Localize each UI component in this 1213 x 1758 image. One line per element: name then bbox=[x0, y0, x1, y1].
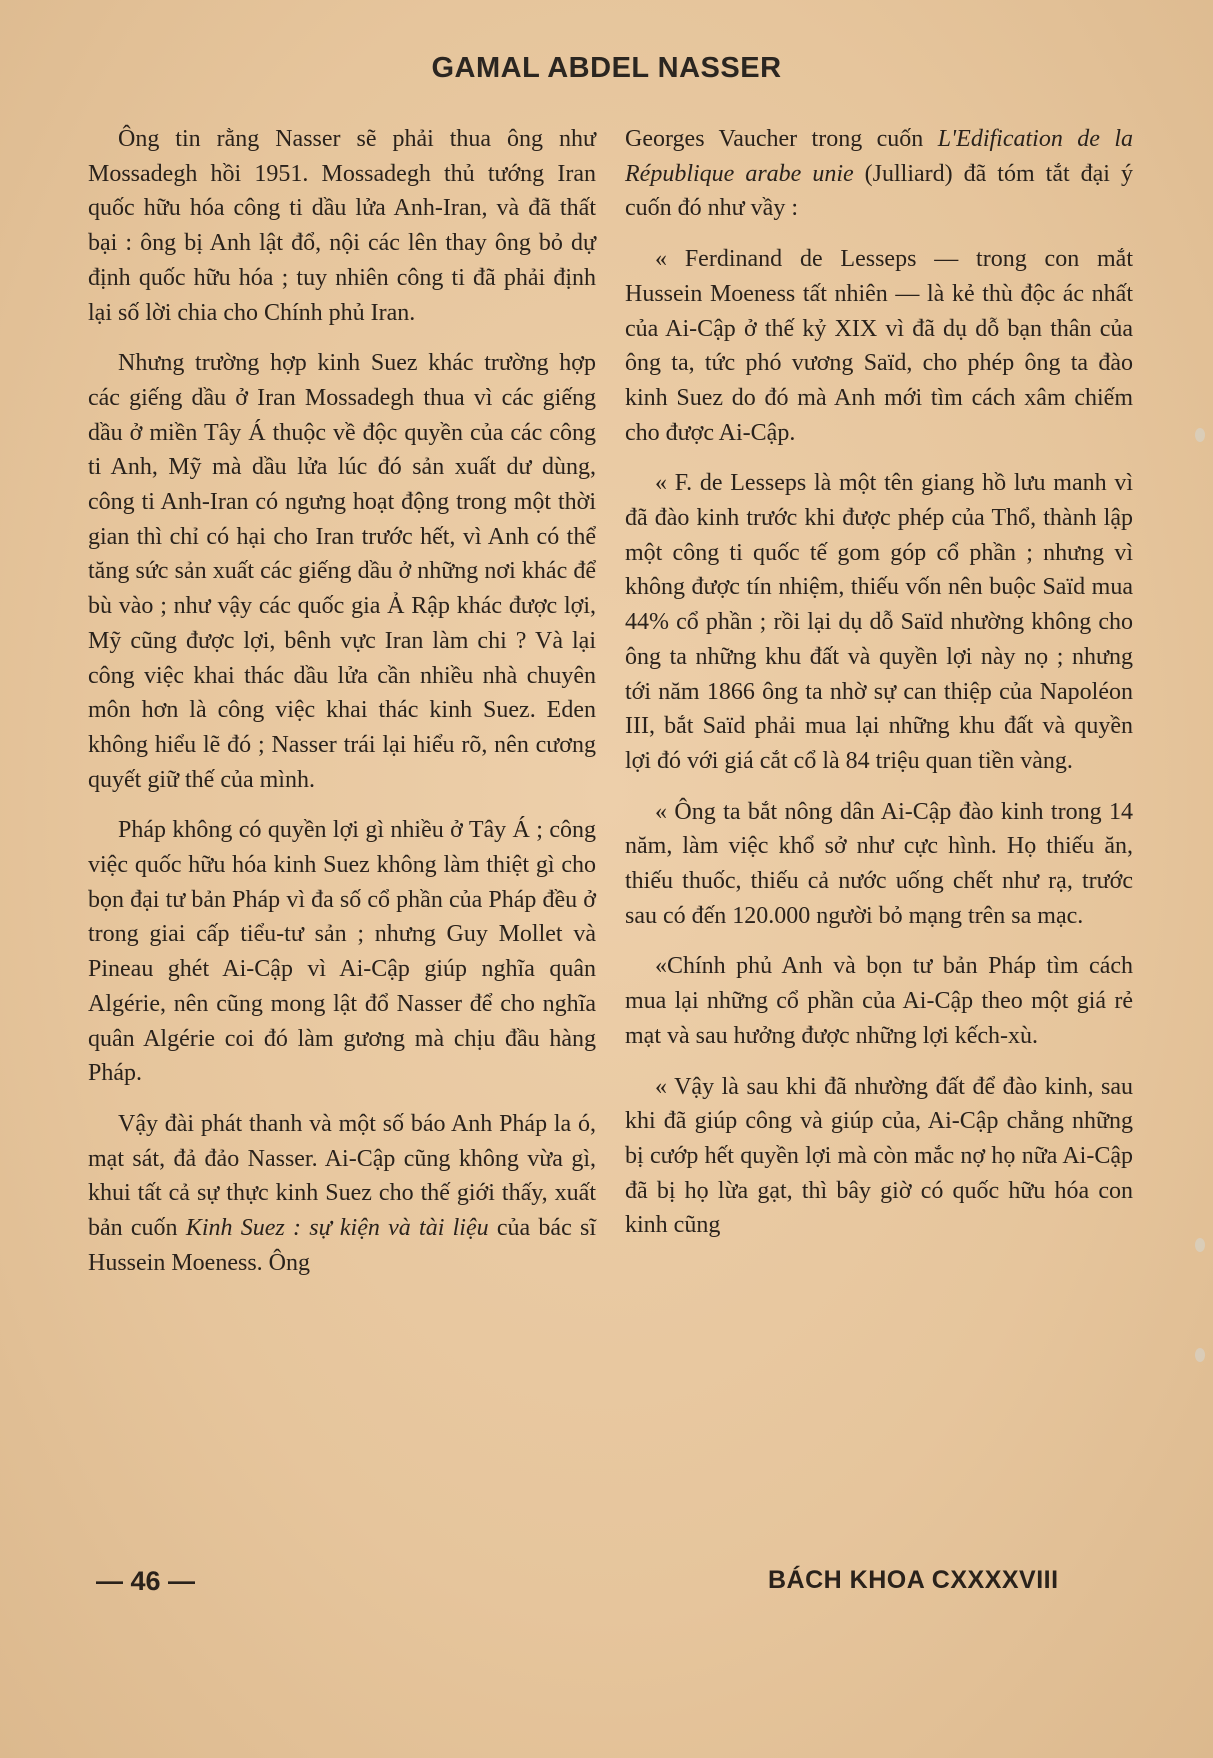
book-title: Kinh Suez : sự kiện và tài liệu bbox=[185, 1215, 489, 1242]
paragraph-text: Georges Vaucher trong cuốn bbox=[625, 126, 938, 152]
paragraph: Nhưng trường hợp kinh Suez khác trường hợp các giếng dầu ở Iran Mossadegh thua vì các giếng dầu ở miền Tây Á thuộc về độc quyền của các công ti Anh, Mỹ mà dầu lửa lúc đó sản xuất dư dùng, công ti Anh-Iran có ngưng hoạt động trong một thời gian thì chỉ có hại cho Iran trước hết, vì Anh có thể tăng sức sản xuất các giếng dầu ở những nơi khác để bù vào ; như vậy các quốc gia Ả Rập khác được lợi, Mỹ cũng được lợi, bênh vực Iran làm chi ? Và lại công việc khai thác dầu lửa cần nhiều nhà chuyên môn hơn là công việc khai thác kinh Suez. Eden không hiểu lẽ đó ; Nasser trái lại hiểu rõ, nên cương quyết giữ thế của mình. bbox=[88, 350, 596, 793]
running-header: GAMAL ABDEL NASSER bbox=[431, 52, 782, 84]
paragraph: Pháp không có quyền lợi gì nhiều ở Tây Á ; công việc quốc hữu hóa kinh Suez không làm thiệt gì cho bọn đại tư bản Pháp vì đa số cổ phần của Pháp đều ở trong giai cấp tiểu-tư sản ; nhưng Guy Mollet và Pineau ghét Ai-Cập vì Ai-Cập giúp nghĩa quân Algérie, nên cũng mong lật đổ Nasser để cho nghĩa quân Algérie coi đó làm gương mà chịu đầu hàng Pháp. bbox=[88, 817, 596, 1087]
right-column bbox=[625, 122, 1133, 1259]
quote-paragraph: « Ferdinand de Lesseps — trong con mắt Hussein Moeness tất nhiên — là kẻ thù độc ác nhất của Ai-Cập ở thế kỷ XIX vì đã dụ dỗ bạn thân của ông ta, tức phó vương Saïd, cho phép ông ta đào kinh Suez do đó mà Anh mới tìm cách xâm chiếm cho được Ai-Cập. bbox=[625, 246, 1133, 446]
paragraph-text: Vậy đài phát thanh và một số báo Anh Pháp la ó, mạt sát, đả đảo Nasser. Ai-Cập cũng không vừa gì, khui tất cả sự thực kinh Suez cho thế giới thấy, xuất bản cuốn bbox=[88, 1110, 596, 1242]
paper-stain bbox=[1195, 1238, 1205, 1252]
paragraph-text: của bác sĩ Hussein Moeness. Ông bbox=[88, 1215, 596, 1276]
book-title: L'Edification de la République arabe unie bbox=[625, 126, 1133, 187]
magazine-issue: BÁCH KHOA CXXXXVIII bbox=[768, 1566, 1059, 1594]
paragraph bbox=[625, 122, 1133, 226]
quote-paragraph: « Vậy là sau khi đã nhường đất để đào kinh, sau khi đã giúp công và giúp của, Ai-Cập chẳng những bị cướp hết quyền lợi mà còn mắc nợ họ nữa Ai-Cập đã bị họ lừa gạt, thì bây giờ có quốc hữu hóa con kinh cũng bbox=[625, 1073, 1133, 1239]
quote-paragraph: «Chính phủ Anh và bọn tư bản Pháp tìm cách mua lại những cổ phần của Ai-Cập theo một giá rẻ mạt và sau hưởng được những lợi kếch-xù. bbox=[625, 953, 1133, 1049]
paragraph bbox=[88, 1107, 596, 1281]
left-column bbox=[88, 122, 596, 1297]
page-number: — 46 — bbox=[96, 1566, 196, 1596]
quote-paragraph: « F. de Lesseps là một tên giang hồ lưu manh vì đã đào kinh trước khi được phép của Thổ, thành lập một công ti quốc tế gom góp cổ phần ; nhưng vì không được tín nhiệm, thiếu vốn nên buộc Saïd mua 44% cổ phần ; rồi lại dụ dỗ Saïd nhường không cho ông ta những khu đất và quyền lợi này nọ ; nhưng tới năm 1866 ông ta nhờ sự can thiệp của Napoléon III, bắt Saïd phải mua lại những khu đất và quyền lợi đó với giá cắt cổ là 84 triệu quan tiền vàng. bbox=[625, 470, 1133, 774]
paper-stain bbox=[1195, 1348, 1205, 1362]
paragraph-text: (Julliard) đã tóm tắt đại ý cuốn đó như vầy : bbox=[625, 160, 1133, 222]
quote-paragraph: « Ông ta bắt nông dân Ai-Cập đào kinh trong 14 năm, làm việc khổ sở như cực hình. Họ thiếu ăn, thiếu thuốc, thiếu cả nước uống chết như rạ, trước sau có đến 120.000 người bỏ mạng trên sa mạc. bbox=[625, 798, 1133, 929]
paper-stain bbox=[1195, 428, 1205, 442]
paragraph: Ông tin rằng Nasser sẽ phải thua ông như Mossadegh hồi 1951. Mossadegh thủ tướng Iran quốc hữu hóa công ti dầu lửa Anh-Iran, và đã thất bại : ông bị Anh lật đổ, nội các lên thay ông bỏ dự định quốc hữu hóa ; tuy nhiên công ti đã phải định lại số lời chia cho Chính phủ Iran. bbox=[88, 126, 596, 326]
